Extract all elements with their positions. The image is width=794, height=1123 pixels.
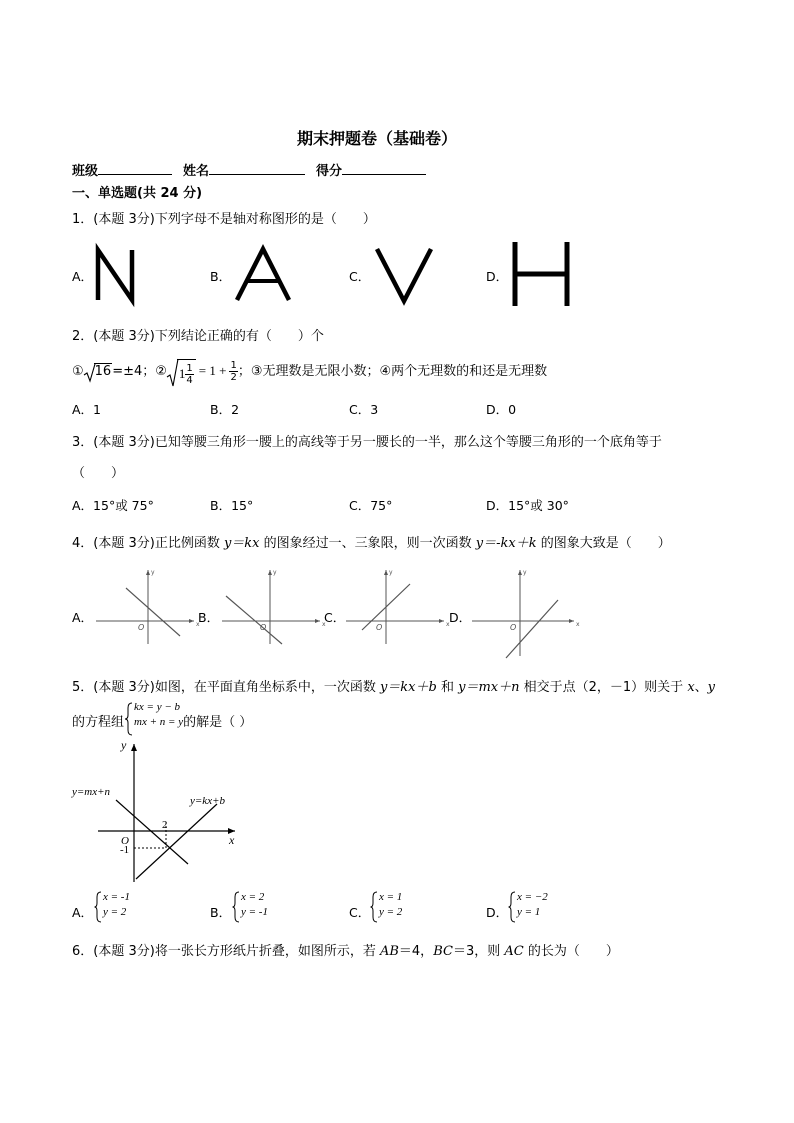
name-label: 姓名 xyxy=(183,164,210,179)
letter-h-icon xyxy=(510,240,572,308)
q5-sep: 、 xyxy=(694,680,708,695)
q5-var-x: x xyxy=(687,680,695,695)
q5-option-a-label[interactable]: A． xyxy=(72,905,94,920)
score-label: 得分 xyxy=(316,164,343,179)
class-blank[interactable] xyxy=(98,161,172,175)
q6-stem xyxy=(72,940,619,959)
brace-icon xyxy=(232,891,241,923)
q2-statement1-prefix: ① xyxy=(72,364,84,379)
q6-stem-a: 6．(本题 3分)将一张长方形纸片折叠，如图所示，若 xyxy=(72,944,380,959)
q2-option-c[interactable]: C．3 xyxy=(349,402,379,417)
q2-statement1-value: =±4；② xyxy=(112,364,167,379)
q2-eq: = 1 + xyxy=(198,363,227,378)
q4-graph-c xyxy=(346,566,450,646)
q5-system-line xyxy=(72,700,252,738)
q5-graph-x-label: x xyxy=(229,833,235,847)
mixed-num: 1 xyxy=(186,362,193,374)
q5-tick-y: -1 xyxy=(120,844,130,856)
q5-option-c-system[interactable] xyxy=(370,890,402,920)
graph-b-x: x xyxy=(322,621,326,628)
q2-option-d[interactable]: D．0 xyxy=(486,402,517,417)
q5-option-d-system[interactable] xyxy=(508,890,548,920)
q5-option-d-label[interactable]: D． xyxy=(486,905,509,920)
q4-option-b-label[interactable]: B． xyxy=(198,610,220,625)
q4-stem-c: 的图象大致是（ ） xyxy=(536,536,671,551)
q5-option-b-system[interactable] xyxy=(232,890,268,920)
q1-stem: 1．(本题 3分)下列字母不是轴对称图形的是（ ） xyxy=(72,212,376,227)
q5-line2-prefix: 的方程组 xyxy=(72,715,125,730)
q4-formula2: y＝-kx＋k xyxy=(475,536,537,551)
q5-tick-x: 2 xyxy=(162,819,168,831)
graph-b-origin: O xyxy=(260,623,267,632)
score-blank[interactable] xyxy=(342,161,426,175)
q5-graph-origin: O xyxy=(121,835,129,847)
q4-graph-b xyxy=(222,566,326,646)
brace-icon xyxy=(370,891,379,923)
graph-d-origin: O xyxy=(510,623,517,632)
q5-c-l1: x = 1 xyxy=(379,891,403,903)
q5-line1-label: y=mx+n xyxy=(72,786,111,798)
q3-option-b[interactable]: B．15° xyxy=(210,498,254,513)
brace-icon xyxy=(508,891,517,923)
q4-formula1: y＝kx xyxy=(223,536,260,551)
q5-line2-label: y=kx+b xyxy=(190,795,225,807)
q5-eq2: mx + n = y xyxy=(134,716,184,728)
q3-option-c[interactable]: C．75° xyxy=(349,498,393,513)
q2-stem: 2．(本题 3分)下列结论正确的有（ ）个 xyxy=(72,329,324,344)
graph-d-y: y xyxy=(523,569,527,576)
q5-stem xyxy=(72,676,715,695)
q4-option-d-label[interactable]: D． xyxy=(449,610,472,625)
q5-var-y: y xyxy=(707,680,716,695)
graph-c-origin: O xyxy=(376,623,383,632)
mixed-whole: 1 xyxy=(178,365,186,381)
score-field xyxy=(316,160,426,179)
letter-v-icon xyxy=(374,246,434,304)
q5-d-l2: y = 1 xyxy=(517,906,541,918)
q6-bc: BC xyxy=(433,944,453,959)
graph-b-y: y xyxy=(273,569,277,576)
q5-stem-a: 5．(本题 3分)如图，在平面直角坐标系中，一次函数 xyxy=(72,680,380,695)
q5-a-l2: y = 2 xyxy=(103,906,127,918)
graph-a-x: x xyxy=(196,621,200,628)
q5-c-l2: y = 2 xyxy=(379,906,403,918)
name-field xyxy=(183,160,305,179)
q5-stem-b: 和 xyxy=(436,680,459,695)
q5-option-c-label[interactable]: C． xyxy=(349,905,371,920)
class-field xyxy=(72,160,172,179)
q5-b-l1: x = 2 xyxy=(241,891,265,903)
q3-option-d[interactable]: D．15°或 30° xyxy=(486,498,569,513)
q4-graph-a xyxy=(96,566,200,646)
q5-formula2: y＝mx＋n xyxy=(458,680,520,695)
q4-stem-a: 4．(本题 3分)正比例函数 xyxy=(72,536,224,551)
q3-stem-cont: （ ） xyxy=(72,466,125,481)
q5-graph-y-label: y xyxy=(121,738,127,752)
q2-statement-rest: ；③无理数是无限小数；④两个无理数的和还是无理数 xyxy=(237,364,548,379)
radical-sign-icon xyxy=(167,359,179,387)
q1-option-b-label[interactable]: B． xyxy=(210,269,232,284)
q6-ac: AC xyxy=(504,944,524,959)
graph-a-y: y xyxy=(151,569,155,576)
q4-stem-b: 的图象经过一、三象限，则一次函数 xyxy=(259,536,476,551)
name-blank[interactable] xyxy=(209,161,305,175)
rhs-den: 2 xyxy=(230,372,237,383)
q5-a-l1: x = -1 xyxy=(103,891,130,903)
q1-option-c-label[interactable]: C． xyxy=(349,269,371,284)
q5-graph xyxy=(70,736,250,886)
q4-option-a-label[interactable]: A． xyxy=(72,610,94,625)
q4-graph-d xyxy=(472,566,580,662)
q6-ab: AB xyxy=(379,944,399,959)
letter-n-icon xyxy=(94,246,138,304)
radical-sign-icon xyxy=(84,364,96,382)
q5-option-a-system[interactable] xyxy=(94,890,130,920)
q5-formula1: y＝kx＋b xyxy=(379,680,437,695)
q3-option-a[interactable]: A．15°或 75° xyxy=(72,498,154,513)
q1-option-d-label[interactable]: D． xyxy=(486,269,509,284)
sqrt-radicand: 16 xyxy=(94,364,112,379)
graph-c-y: y xyxy=(389,569,393,576)
q4-option-c-label[interactable]: C． xyxy=(324,610,346,625)
sqrt-mixed-number xyxy=(167,357,196,387)
q2-statements xyxy=(72,354,547,388)
q4-stem xyxy=(72,532,671,551)
graph-c-x: x xyxy=(446,621,450,628)
graph-d-x: x xyxy=(576,621,580,628)
q3-stem: 3．(本题 3分)已知等腰三角形一腰上的高线等于另一腰长的一半，那么这个等腰三角形的一个底角等于 xyxy=(72,435,662,450)
q5-d-l1: x = −2 xyxy=(517,891,548,903)
page-title: 期末押题卷（基础卷） xyxy=(297,129,458,148)
mixed-den: 4 xyxy=(186,374,193,386)
brace-icon xyxy=(124,702,134,736)
q5-eq1: kx = y − b xyxy=(134,701,181,713)
q2-option-a[interactable]: A．1 xyxy=(72,402,102,417)
q5-equation-system xyxy=(124,700,183,730)
q6-eq-b: ＝3，则 xyxy=(452,944,505,959)
q1-option-a-label[interactable]: A． xyxy=(72,269,94,284)
letter-a-icon xyxy=(234,246,292,304)
q6-eq-a: ＝4， xyxy=(398,944,434,959)
q5-line2-suffix: 的解是（ ） xyxy=(183,715,253,730)
q5-stem-c: 相交于点（2，－1）则关于 xyxy=(519,680,688,695)
q6-stem-end: 的长为（ ） xyxy=(523,944,619,959)
graph-a-origin: O xyxy=(138,623,145,632)
class-label: 班级 xyxy=(72,164,99,179)
brace-icon xyxy=(94,891,103,923)
rhs-num: 1 xyxy=(230,360,237,371)
q5-option-b-label[interactable]: B． xyxy=(210,905,232,920)
q5-b-l2: y = -1 xyxy=(241,906,268,918)
sqrt-16 xyxy=(84,355,113,389)
q2-option-b[interactable]: B．2 xyxy=(210,402,240,417)
section-heading: 一、单选题(共 24 分) xyxy=(72,186,203,201)
